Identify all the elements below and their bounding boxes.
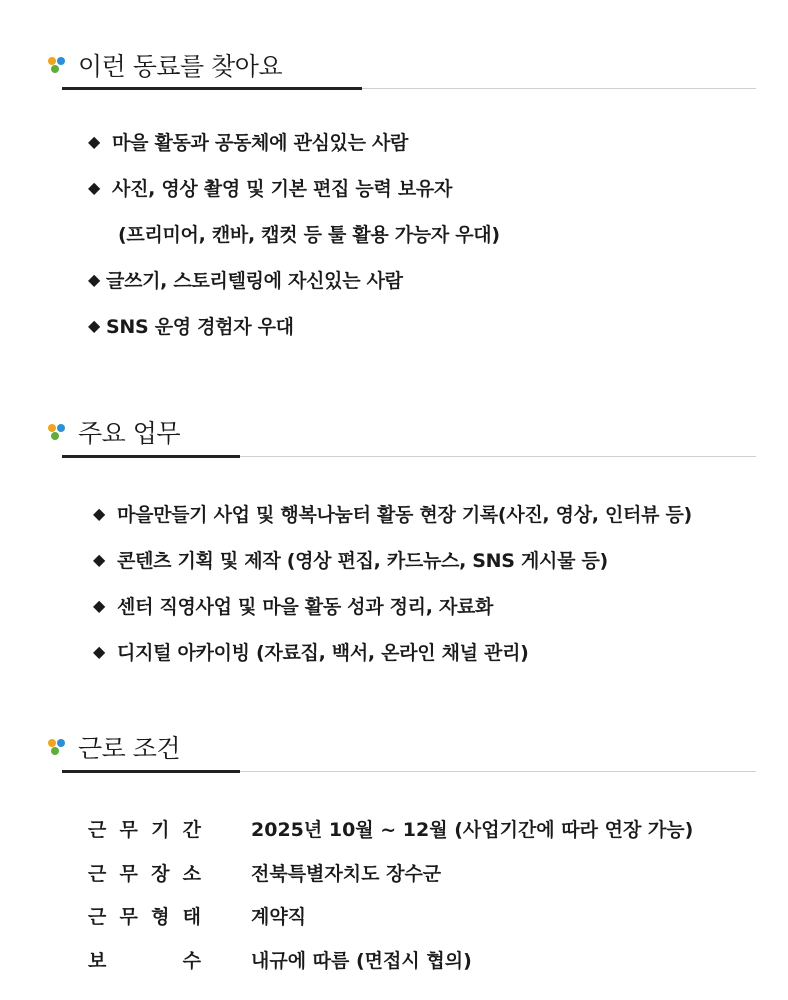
condition-row: [88, 938, 693, 982]
condition-value: 전북특별자치도 장수군: [251, 862, 442, 885]
condition-label: 근 무 장 소: [88, 862, 201, 885]
condition-row: [88, 851, 693, 895]
section-heading: [46, 45, 282, 85]
requirement-list: [88, 118, 500, 348]
section-title: 주요 업무: [78, 419, 181, 448]
list-item: ◆ 센터 직영사업 및 마을 활동 성과 정리, 자료화: [93, 595, 494, 618]
conditions-table: [88, 807, 693, 981]
condition-label: 근 무 기 간: [88, 819, 201, 842]
section-heading: [46, 412, 180, 452]
black-diamond-icon: ◆: [88, 131, 101, 151]
list-item: ◆ 사진, 영상 촬영 및 기본 편집 능력 보유자: [88, 177, 453, 200]
condition-value: 내규에 따름 (면접시 협의): [251, 949, 472, 972]
condition-row: [88, 807, 693, 851]
section-heading: [46, 727, 180, 767]
list-item: ◆ 글쓰기, 스토리텔링에 자신있는 사람: [88, 269, 403, 292]
condition-value: 계약직: [251, 906, 307, 929]
section-title: 근로 조건: [78, 734, 181, 763]
three-dot-logo-icon: [46, 736, 68, 758]
black-diamond-icon: ◆: [88, 269, 101, 289]
list-item: ◆ 콘텐츠 기획 및 제작 (영상 편집, 카드뉴스, SNS 게시물 등): [93, 549, 608, 572]
list-item-continuation: (프리미어, 캔바, 캡컷 등 툴 활용 가능자 우대): [118, 223, 500, 246]
list-item: ◆ SNS 운영 경험자 우대: [88, 315, 294, 338]
list-item: ◆ 마을 활동과 공동체에 관심있는 사람: [88, 131, 409, 154]
black-diamond-icon: ◆: [88, 315, 101, 335]
list-item: ◆ 디지털 아카이빙 (자료집, 백서, 온라인 채널 관리): [93, 641, 529, 664]
black-diamond-icon: ◆: [93, 595, 106, 615]
three-dot-logo-icon: [46, 54, 68, 76]
list-item: ◆ 마을만들기 사업 및 행복나눔터 활동 현장 기록(사진, 영상, 인터뷰 등): [93, 503, 692, 526]
title-underline: [62, 455, 240, 458]
black-diamond-icon: ◆: [93, 641, 106, 661]
condition-value: 2025년 10월 ~ 12월 (사업기간에 따라 연장 가능): [251, 819, 694, 842]
black-diamond-icon: ◆: [93, 549, 106, 569]
black-diamond-icon: ◆: [88, 177, 101, 197]
section-title: 이런 동료를 찾아요: [78, 52, 283, 81]
title-underline: [62, 770, 240, 773]
condition-row: [88, 894, 693, 938]
black-diamond-icon: ◆: [93, 503, 106, 523]
condition-label: 근 무 형 태: [88, 906, 201, 929]
condition-label: 보 수: [88, 949, 201, 972]
three-dot-logo-icon: [46, 421, 68, 443]
duty-list: [93, 490, 692, 674]
title-underline: [62, 87, 362, 90]
